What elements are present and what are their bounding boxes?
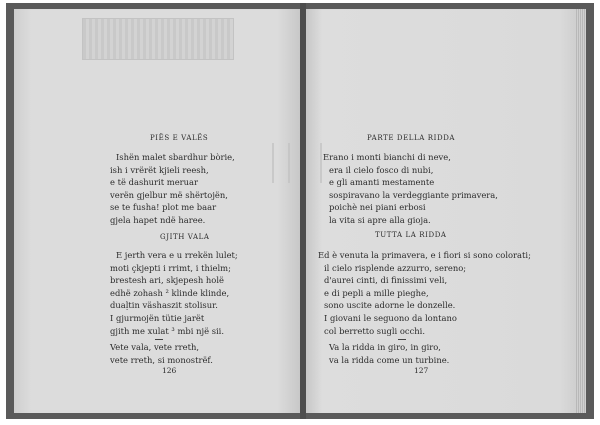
verse-line: I giovani le seguono da lontano	[324, 312, 457, 323]
left-page	[14, 9, 300, 413]
poem-title: PARTE DELLA RIDDA	[367, 134, 456, 142]
show-through-ornament	[306, 143, 322, 183]
verse-line: E jerth vera e u rrekën lulet;	[116, 250, 238, 260]
verse-line: edhë zohash ² klinde klinde,	[110, 287, 230, 298]
poem-stanza-1	[110, 151, 235, 227]
poem-stanza-2	[110, 249, 238, 337]
verse-line: e di pepli a mille pieghe,	[324, 287, 429, 298]
verse-line: col berretto sugli occhi.	[324, 325, 426, 336]
stanza-divider	[398, 339, 406, 340]
page-edges	[576, 9, 586, 413]
show-through-ornament	[272, 143, 290, 183]
verse-line: I gjurmojën tütie jarët	[110, 312, 205, 323]
verse-line: brestesh ari, skjepesh holë	[110, 275, 224, 286]
verse-line: d'aurei cinti, di finissimi veli,	[324, 275, 448, 286]
poem-title: PIËS E VALËS	[150, 134, 209, 142]
verse-line: verën gjelbur më shërtojën,	[110, 189, 228, 200]
verse-line: Vete vala, vete rreth,	[110, 342, 199, 352]
page-number: 126	[162, 366, 177, 375]
verse-line: duaḷtin väshaszit stolisur.	[110, 300, 218, 311]
right-page	[306, 9, 576, 413]
verse-line: moti çkjepti i rrimt, i thielm;	[110, 262, 231, 273]
verse-line: Erano i monti bianchi di neve,	[323, 152, 451, 162]
poem-stanza-2	[318, 249, 531, 337]
verse-line: gjith me xulat ³ mbi një sii.	[110, 325, 225, 336]
verse-line: Ishën malet sbardhur bòrie,	[116, 152, 235, 162]
poem-stanza-3	[323, 341, 449, 366]
verse-line: sono uscite adorne le donzelle.	[324, 300, 456, 311]
verse-line: se te fusha! plot me baar	[110, 202, 217, 213]
stanza-divider	[155, 339, 163, 340]
poem-stanza-3	[110, 341, 213, 366]
verse-line: Ed è venuta la primavera, e i fiori si sono colorati;	[318, 250, 531, 260]
header-ornament	[82, 18, 234, 60]
verse-line: e të dashurit meruar	[110, 177, 199, 188]
verse-line: ish i vrërët kjieli reesh,	[110, 164, 209, 175]
section-subtitle: GJITH VALA	[160, 233, 210, 241]
verse-line: era il cielo fosco di nubi,	[329, 164, 434, 175]
verse-line: e gli amanti mestamente	[329, 177, 435, 188]
verse-line: sospiravano la verdeggiante primavera,	[329, 189, 498, 200]
poem-stanza-1	[323, 151, 498, 227]
verse-line: la vita si apre alla gioja.	[329, 214, 431, 225]
verse-line: il cielo risplende azzurro, sereno;	[324, 262, 467, 273]
verse-line: poichè nei piani erbosi	[329, 202, 426, 213]
verse-line: vete rreth, si monostrëf.	[110, 354, 213, 365]
page-number: 127	[414, 366, 429, 375]
section-subtitle: TUTTA LA RIDDA	[375, 231, 447, 239]
verse-line: gjela hapet ndë haree.	[110, 214, 206, 225]
verse-line: va la ridda come un turbine.	[329, 354, 450, 365]
verse-line: Va la ridda in giro, in giro,	[329, 342, 441, 352]
